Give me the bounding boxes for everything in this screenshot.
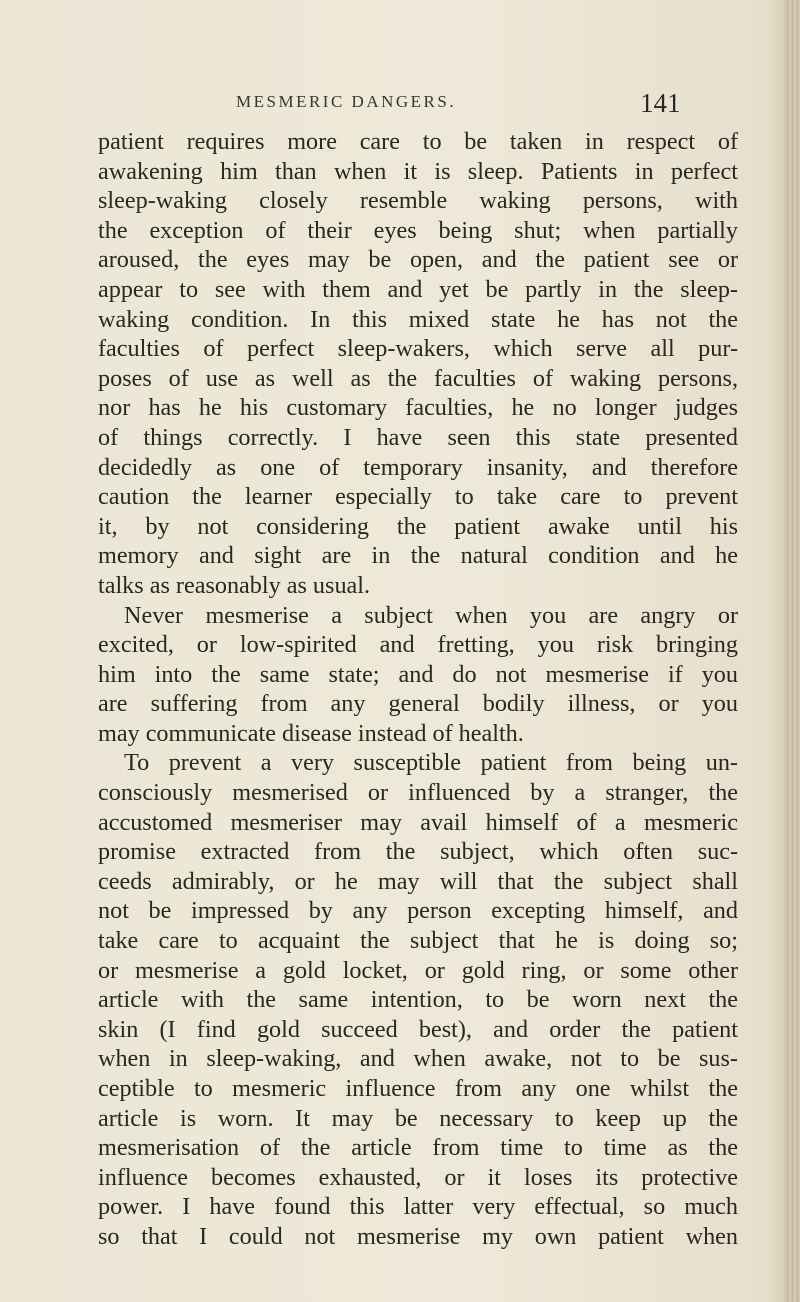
running-head	[236, 88, 686, 118]
text-line: ceptible to mesmeric influence from any one whilst the	[98, 1075, 738, 1102]
text-line: so that I could not mesmerise my own patient when	[98, 1222, 738, 1250]
text-line: him into the same state; and do not mesmerise if you	[98, 660, 738, 688]
text-line: nor has he his customary faculties, he no longer judges	[98, 394, 738, 422]
text-line: power. I have found this latter very effectual, so much	[98, 1193, 738, 1221]
text-line: article with the same intention, to be worn next the	[98, 986, 738, 1014]
text-line: sleep-waking closely resemble waking persons, with	[98, 187, 738, 215]
text-line: To prevent a very susceptible patient from being un-	[124, 749, 738, 777]
text-line: article is worn. It may be necessary to keep up the	[98, 1104, 738, 1132]
text-line: accustomed mesmeriser may avail himself of a mesmeric	[98, 808, 738, 836]
text-line: skin (I find gold succeed best), and order the patient	[98, 1015, 738, 1043]
text-line: patient requires more care to be taken in respect of	[98, 128, 738, 155]
text-line: aroused, the eyes may be open, and the patient see or	[98, 246, 738, 274]
running-title: MESMERIC DANGERS.	[236, 92, 457, 111]
text-line: decidedly as one of temporary insanity, and therefore	[98, 453, 738, 481]
text-line: awakening him than when it is sleep. Patients in perfect	[98, 157, 738, 185]
text-line: may communicate disease instead of health.	[98, 719, 524, 747]
text-line: consciously mesmerised or influenced by a stranger, the	[98, 779, 738, 807]
text-line: Never mesmerise a subject when you are angry or	[124, 601, 738, 629]
text-line: influence becomes exhausted, or it loses its protective	[98, 1163, 738, 1191]
text-line: promise extracted from the subject, which often suc-	[98, 838, 738, 866]
body-text	[98, 127, 738, 1252]
text-line: excited, or low-spirited and fretting, you risk bringing	[98, 631, 738, 659]
text-line: faculties of perfect sleep-wakers, which serve all pur-	[98, 335, 738, 363]
text-line: appear to see with them and yet be partly in the sleep-	[98, 275, 738, 303]
text-line: talks as reasonably as usual.	[98, 571, 371, 599]
text-line: or mesmerise a gold locket, or gold ring, or some other	[98, 956, 738, 984]
text-line: waking condition. In this mixed state he has not the	[98, 305, 738, 333]
text-line: the exception of their eyes being shut; when partially	[98, 216, 738, 244]
text-line: of things correctly. I have seen this state presented	[98, 423, 738, 451]
text-line: are suffering from any general bodily illness, or you	[98, 690, 738, 718]
page-edge	[784, 0, 800, 1302]
text-line: not be impressed by any person excepting himself, and	[98, 897, 738, 925]
page-number: 141	[640, 88, 681, 118]
text-line: take care to acquaint the subject that he is doing so;	[98, 927, 738, 955]
text-line: memory and sight are in the natural condition and he	[98, 542, 738, 570]
text-line: mesmerisation of the article from time to time as the	[98, 1134, 738, 1162]
text-line: poses of use as well as the faculties of waking persons,	[98, 364, 738, 392]
text-line: ceeds admirably, or he may will that the subject shall	[98, 867, 738, 895]
text-line: caution the learner especially to take care to prevent	[98, 483, 738, 511]
text-line: when in sleep-waking, and when awake, not to be sus-	[98, 1045, 738, 1073]
text-line: it, by not considering the patient awake until his	[98, 512, 738, 540]
